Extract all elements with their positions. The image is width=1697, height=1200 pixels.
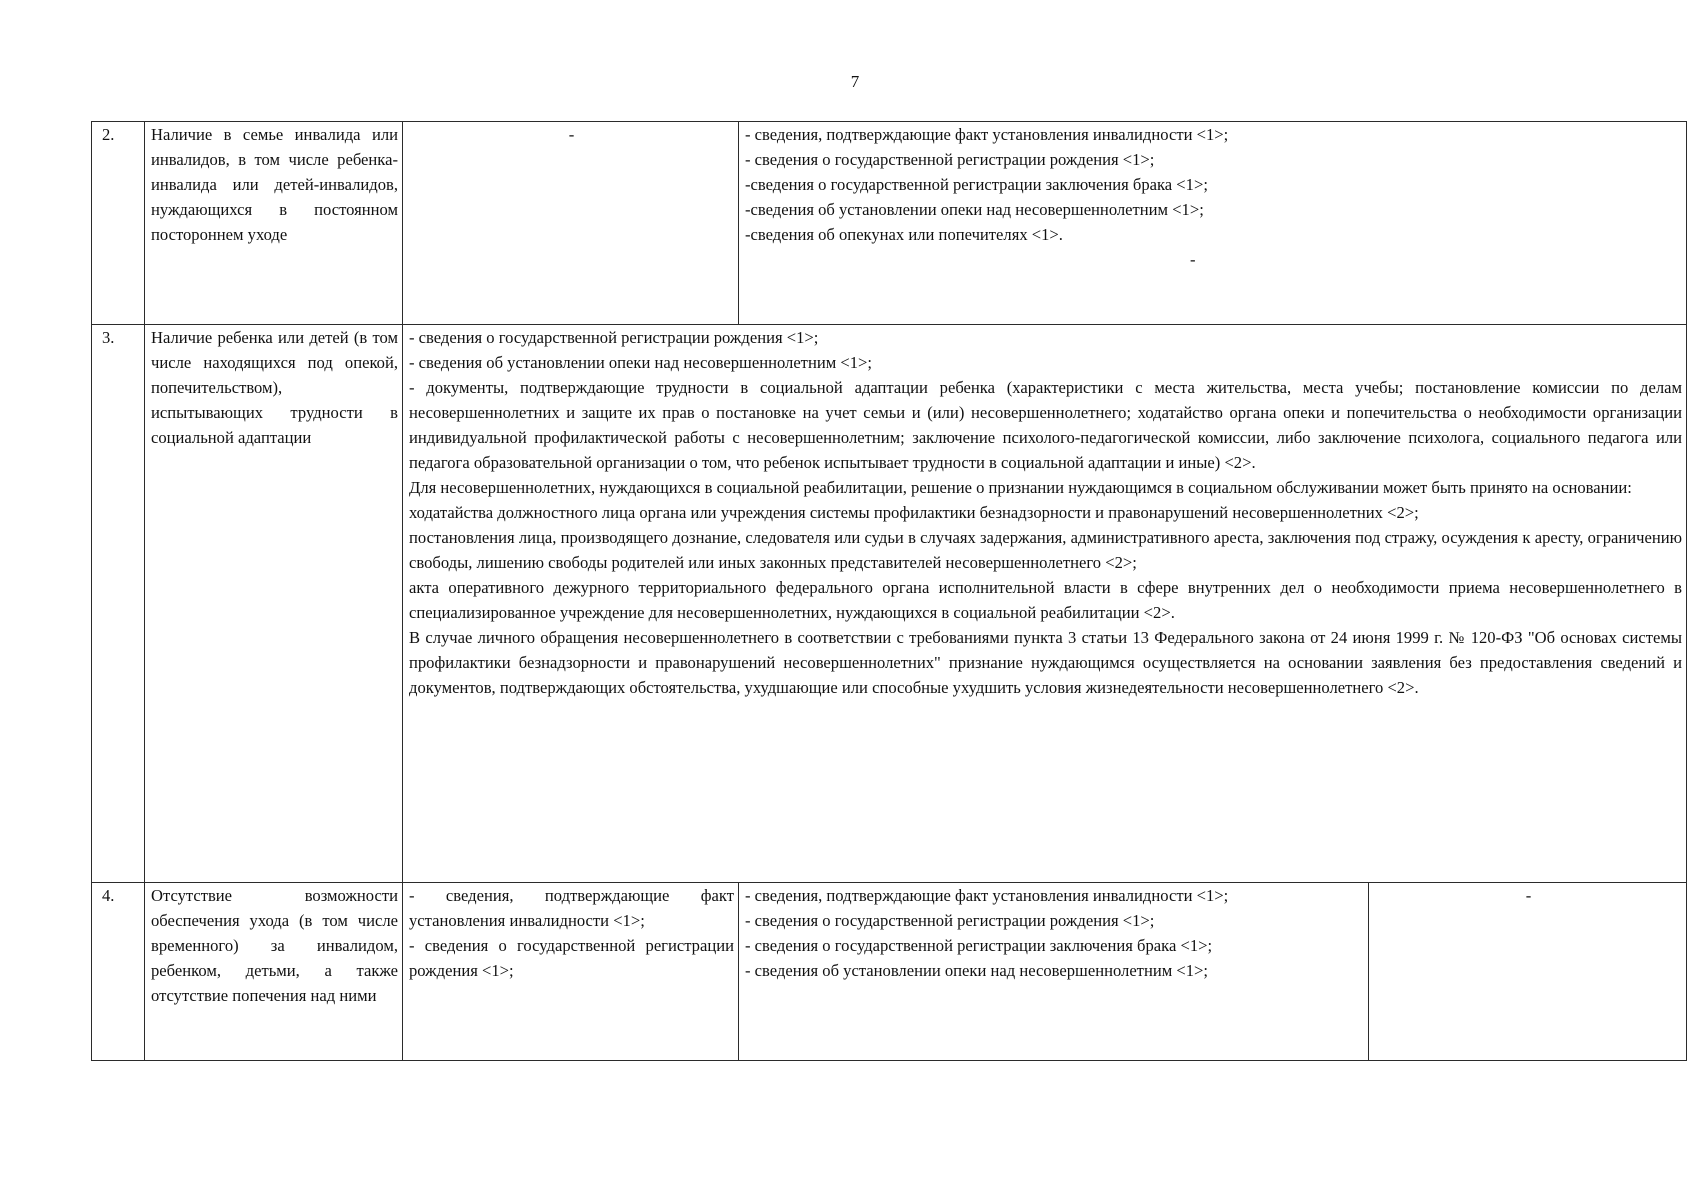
paragraph: - сведения о государственной регистрации рождения <1>; [409, 328, 819, 347]
criterion-cell: Наличие в семье инвалида или инвалидов, в том числе ребенка-инвалида или детей-инвалидов, нуждающихся в постоянном постороннем уходе [145, 122, 403, 325]
criteria-table [91, 121, 1687, 1061]
table-row [92, 122, 1687, 325]
cell-col2: - [403, 122, 739, 325]
paragraph: - документы, подтверждающие трудности в социальной адаптации ребенка (характеристики с места жительства, места учебы; постановление комиссии по делам несовершеннолетних и защите их прав о постановке на учет семьи и (или) несовершеннолетнего; ходатайство органа опеки и попечительства о необходимости организации индивидуальной профилактической работы с несовершеннолетним; заключение психолого-педагогической комиссии, либо заключение психолога, социального педагога или педагога образовательной организации о том, что ребенок испытывает трудности в социальной адаптации и иные) <2>. [409, 378, 1683, 472]
dash-mark: - [1190, 250, 1196, 269]
row-number: 4. [92, 883, 145, 1061]
list-item: - сведения, подтверждающие факт установления инвалидности <1>; [745, 886, 1229, 905]
list-item: - сведения о государственной регистрации рождения <1>; [745, 911, 1155, 930]
criterion-cell: Отсутствие возможности обеспечения ухода (в том числе временного) за инвалидом, ребенком, детьми, а также отсутствие попечения над ними [145, 883, 403, 1061]
documents-cell [403, 325, 1687, 883]
row-number: 3. [92, 325, 145, 883]
cell-col3 [739, 883, 1369, 1061]
paragraph: постановления лица, производящего дознание, следователя или судьи в случаях задержания, административного ареста, заключения под стражу, осуждения к аресту, ограничению свободы, лишению свободы родителей или иных законных представителей несовершеннолетнего <2>; [409, 528, 1683, 572]
table-row [92, 325, 1687, 883]
criterion-cell: Наличие ребенка или детей (в том числе находящихся под опекой, попечительством), испытывающих трудности в социальной адаптации [145, 325, 403, 883]
paragraph: ходатайства должностного лица органа или учреждения системы профилактики безнадзорности и правонарушений несовершеннолетних <2>; [409, 503, 1419, 522]
paragraph: Для несовершеннолетних, нуждающихся в социальной реабилитации, решение о признании нуждающимся в социальном обслуживании может быть принято на основании: [409, 478, 1632, 497]
cell-col3 [739, 122, 1687, 325]
cell-col2 [403, 883, 739, 1061]
table-row [92, 883, 1687, 1061]
list-item: - сведения, подтверждающие факт установления инвалидности <1>; [745, 125, 1229, 144]
list-item: -сведения о государственной регистрации заключения брака <1>; [745, 175, 1208, 194]
paragraph: - сведения об установлении опеки над несовершеннолетним <1>; [409, 353, 872, 372]
list-item: -сведения об установлении опеки над несовершеннолетним <1>; [745, 200, 1204, 219]
row-number: 2. [92, 122, 145, 325]
paragraph: В случае личного обращения несовершеннолетнего в соответствии с требованиями пункта 3 статьи 13 Федерального закона от 24 июня 1999 г. № 120-ФЗ "Об основах системы профилактики безнадзорности и правонарушений несовершеннолетних" признание нуждающимся осуществляется на основании заявления без предоставления сведений и документов, подтверждающих обстоятельства, ухудшающие или способные ухудшить условия жизнедеятельности несовершеннолетнего <2>. [409, 628, 1683, 697]
list-item: - сведения о государственной регистрации рождения <1>; [409, 936, 734, 980]
list-item: - сведения, подтверждающие факт установления инвалидности <1>; [409, 886, 734, 930]
cell-col4: - [1369, 883, 1687, 1061]
list-item: - сведения об установлении опеки над несовершеннолетним <1>; [745, 961, 1208, 980]
paragraph: акта оперативного дежурного территориального федерального органа исполнительной власти в сфере внутренних дел о необходимости приема несовершеннолетнего в специализированное учреждение для несовершеннолетних, нуждающихся в социальной реабилитации <2>. [409, 578, 1683, 622]
list-item: - сведения о государственной регистрации рождения <1>; [745, 150, 1155, 169]
list-item: - сведения о государственной регистрации заключения брака <1>; [745, 936, 1213, 955]
page-number: 7 [850, 72, 860, 91]
list-item: -сведения об опекунах или попечителях <1>. [745, 225, 1063, 244]
